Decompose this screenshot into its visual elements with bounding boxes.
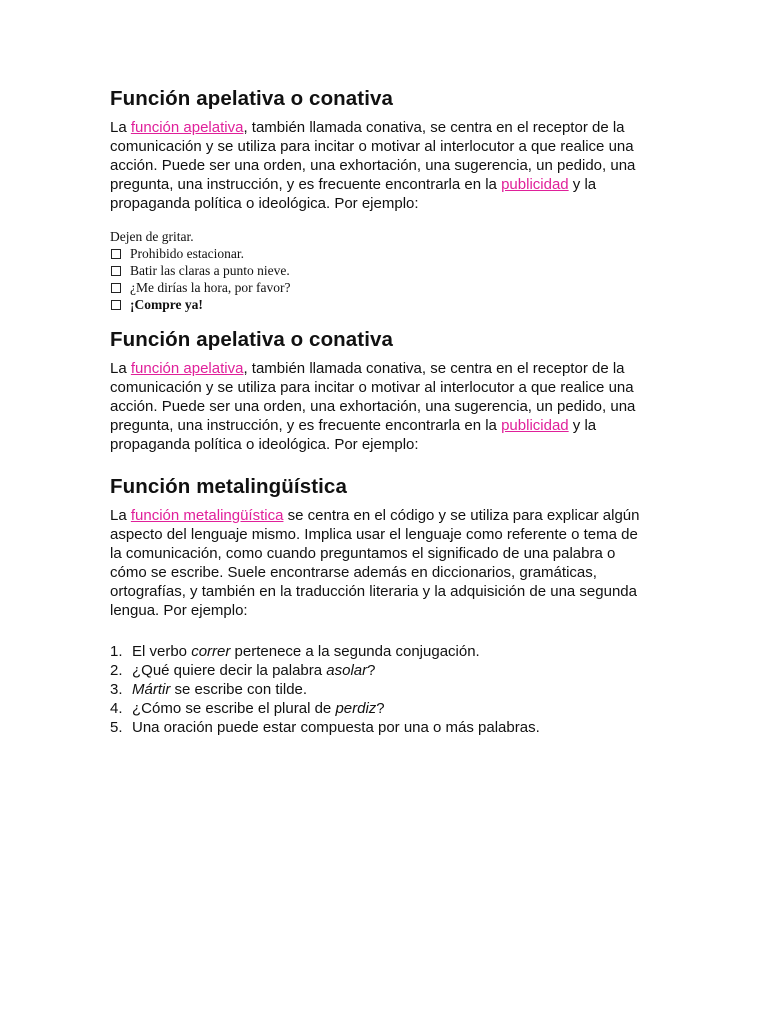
- checkbox-square-icon: [111, 266, 121, 276]
- text-run: La: [110, 507, 131, 524]
- list-item: [110, 680, 650, 699]
- text-run: La: [110, 360, 131, 377]
- list-item: [110, 718, 650, 737]
- text-run: La: [110, 119, 131, 136]
- list-number: 5.: [110, 719, 123, 736]
- list-number: 4.: [110, 700, 123, 717]
- example-line: [110, 279, 650, 296]
- list-item: [110, 699, 650, 718]
- list-item-text: [132, 661, 375, 680]
- example-line: [110, 262, 650, 279]
- link-publicidad[interactable]: publicidad: [501, 417, 569, 434]
- example-text: ¡Compre ya!: [130, 297, 203, 312]
- link-funcion-apelativa[interactable]: función apelativa: [130, 119, 244, 136]
- section-apelativa-1: [110, 86, 650, 313]
- text-run: y la propaganda política o ideológica. Por ejemplo:: [110, 417, 597, 453]
- italic-word: correr: [191, 643, 231, 660]
- link-funcion-metalinguistica[interactable]: función metalingüística: [130, 507, 284, 524]
- example-text: ¿Me dirías la hora, por favor?: [130, 280, 291, 295]
- italic-word: Mártir: [132, 681, 171, 698]
- section-paragraph: [110, 359, 650, 454]
- text-run: ¿Qué quiere decir la palabra: [132, 662, 327, 679]
- section-metalinguistica: [110, 474, 650, 737]
- italic-word: perdiz: [335, 700, 377, 717]
- text-run: ?: [367, 662, 376, 679]
- text-run: se escribe con tilde.: [170, 681, 308, 698]
- example-line: [110, 245, 650, 262]
- example-line: [110, 228, 650, 245]
- list-item-text: [132, 680, 307, 699]
- checkbox-square-icon: [111, 249, 121, 259]
- link-publicidad[interactable]: publicidad: [501, 176, 569, 193]
- document-page: [110, 86, 650, 737]
- italic-word: asolar: [326, 662, 368, 679]
- section-apelativa-2: [110, 327, 650, 454]
- example-text: Dejen de gritar.: [110, 229, 194, 244]
- text-run: , también llamada conativa, se centra en el receptor de la comunicación y se utiliza para incitar o motivar al interlocutor a que realice una acción. Puede ser una orden, una exhortación, una sugerencia, un pedido, una pregunta, una instrucción, y es frecuente encontrarla en la: [110, 119, 636, 193]
- text-run: ?: [376, 700, 385, 717]
- checkbox-square-icon: [111, 283, 121, 293]
- section-paragraph: [110, 506, 650, 620]
- example-text: Batir las claras a punto nieve.: [130, 263, 290, 278]
- list-item: [110, 661, 650, 680]
- text-run: Una oración puede estar compuesta por una o más palabras.: [132, 719, 540, 736]
- list-item-text: [132, 642, 480, 661]
- list-number: 3.: [110, 681, 123, 698]
- text-run: El verbo: [132, 643, 192, 660]
- section-title: Función apelativa o conativa: [110, 87, 394, 110]
- examples-list-apelativa: [110, 228, 650, 313]
- list-item-text: [132, 699, 385, 718]
- section-title: Función metalingüística: [110, 475, 347, 498]
- section-paragraph: [110, 118, 650, 213]
- list-number: 1.: [110, 643, 123, 660]
- example-text: Prohibido estacionar.: [130, 246, 244, 261]
- text-run: y la propaganda política o ideológica. Por ejemplo:: [110, 176, 597, 212]
- list-item-text: [132, 718, 540, 737]
- text-run: pertenece a la segunda conjugación.: [230, 643, 480, 660]
- text-run: se centra en el código y se utiliza para explicar algún aspecto del lenguaje mismo. Implica usar el lenguaje como referente o tema de la comunicación, como cuando preguntamos el significado de una palabra o cómo se escribe. Suele encontrarse además en diccionarios, gramáticas, ortografías, y también en la traducción literaria y la adquisición de una segunda lengua. Por ejemplo:: [110, 507, 640, 619]
- example-line: [110, 296, 650, 313]
- list-item: [110, 642, 650, 661]
- list-number: 2.: [110, 662, 123, 679]
- text-run: ¿Cómo se escribe el plural de: [132, 700, 336, 717]
- section-title: Función apelativa o conativa: [110, 328, 394, 351]
- checkbox-square-icon: [111, 300, 121, 310]
- examples-list-metalinguistica: [110, 642, 650, 737]
- text-run: , también llamada conativa, se centra en el receptor de la comunicación y se utiliza para incitar o motivar al interlocutor a que realice una acción. Puede ser una orden, una exhortación, una sugerencia, un pedido, una pregunta, una instrucción, y es frecuente encontrarla en la: [110, 360, 636, 434]
- link-funcion-apelativa[interactable]: función apelativa: [130, 360, 244, 377]
